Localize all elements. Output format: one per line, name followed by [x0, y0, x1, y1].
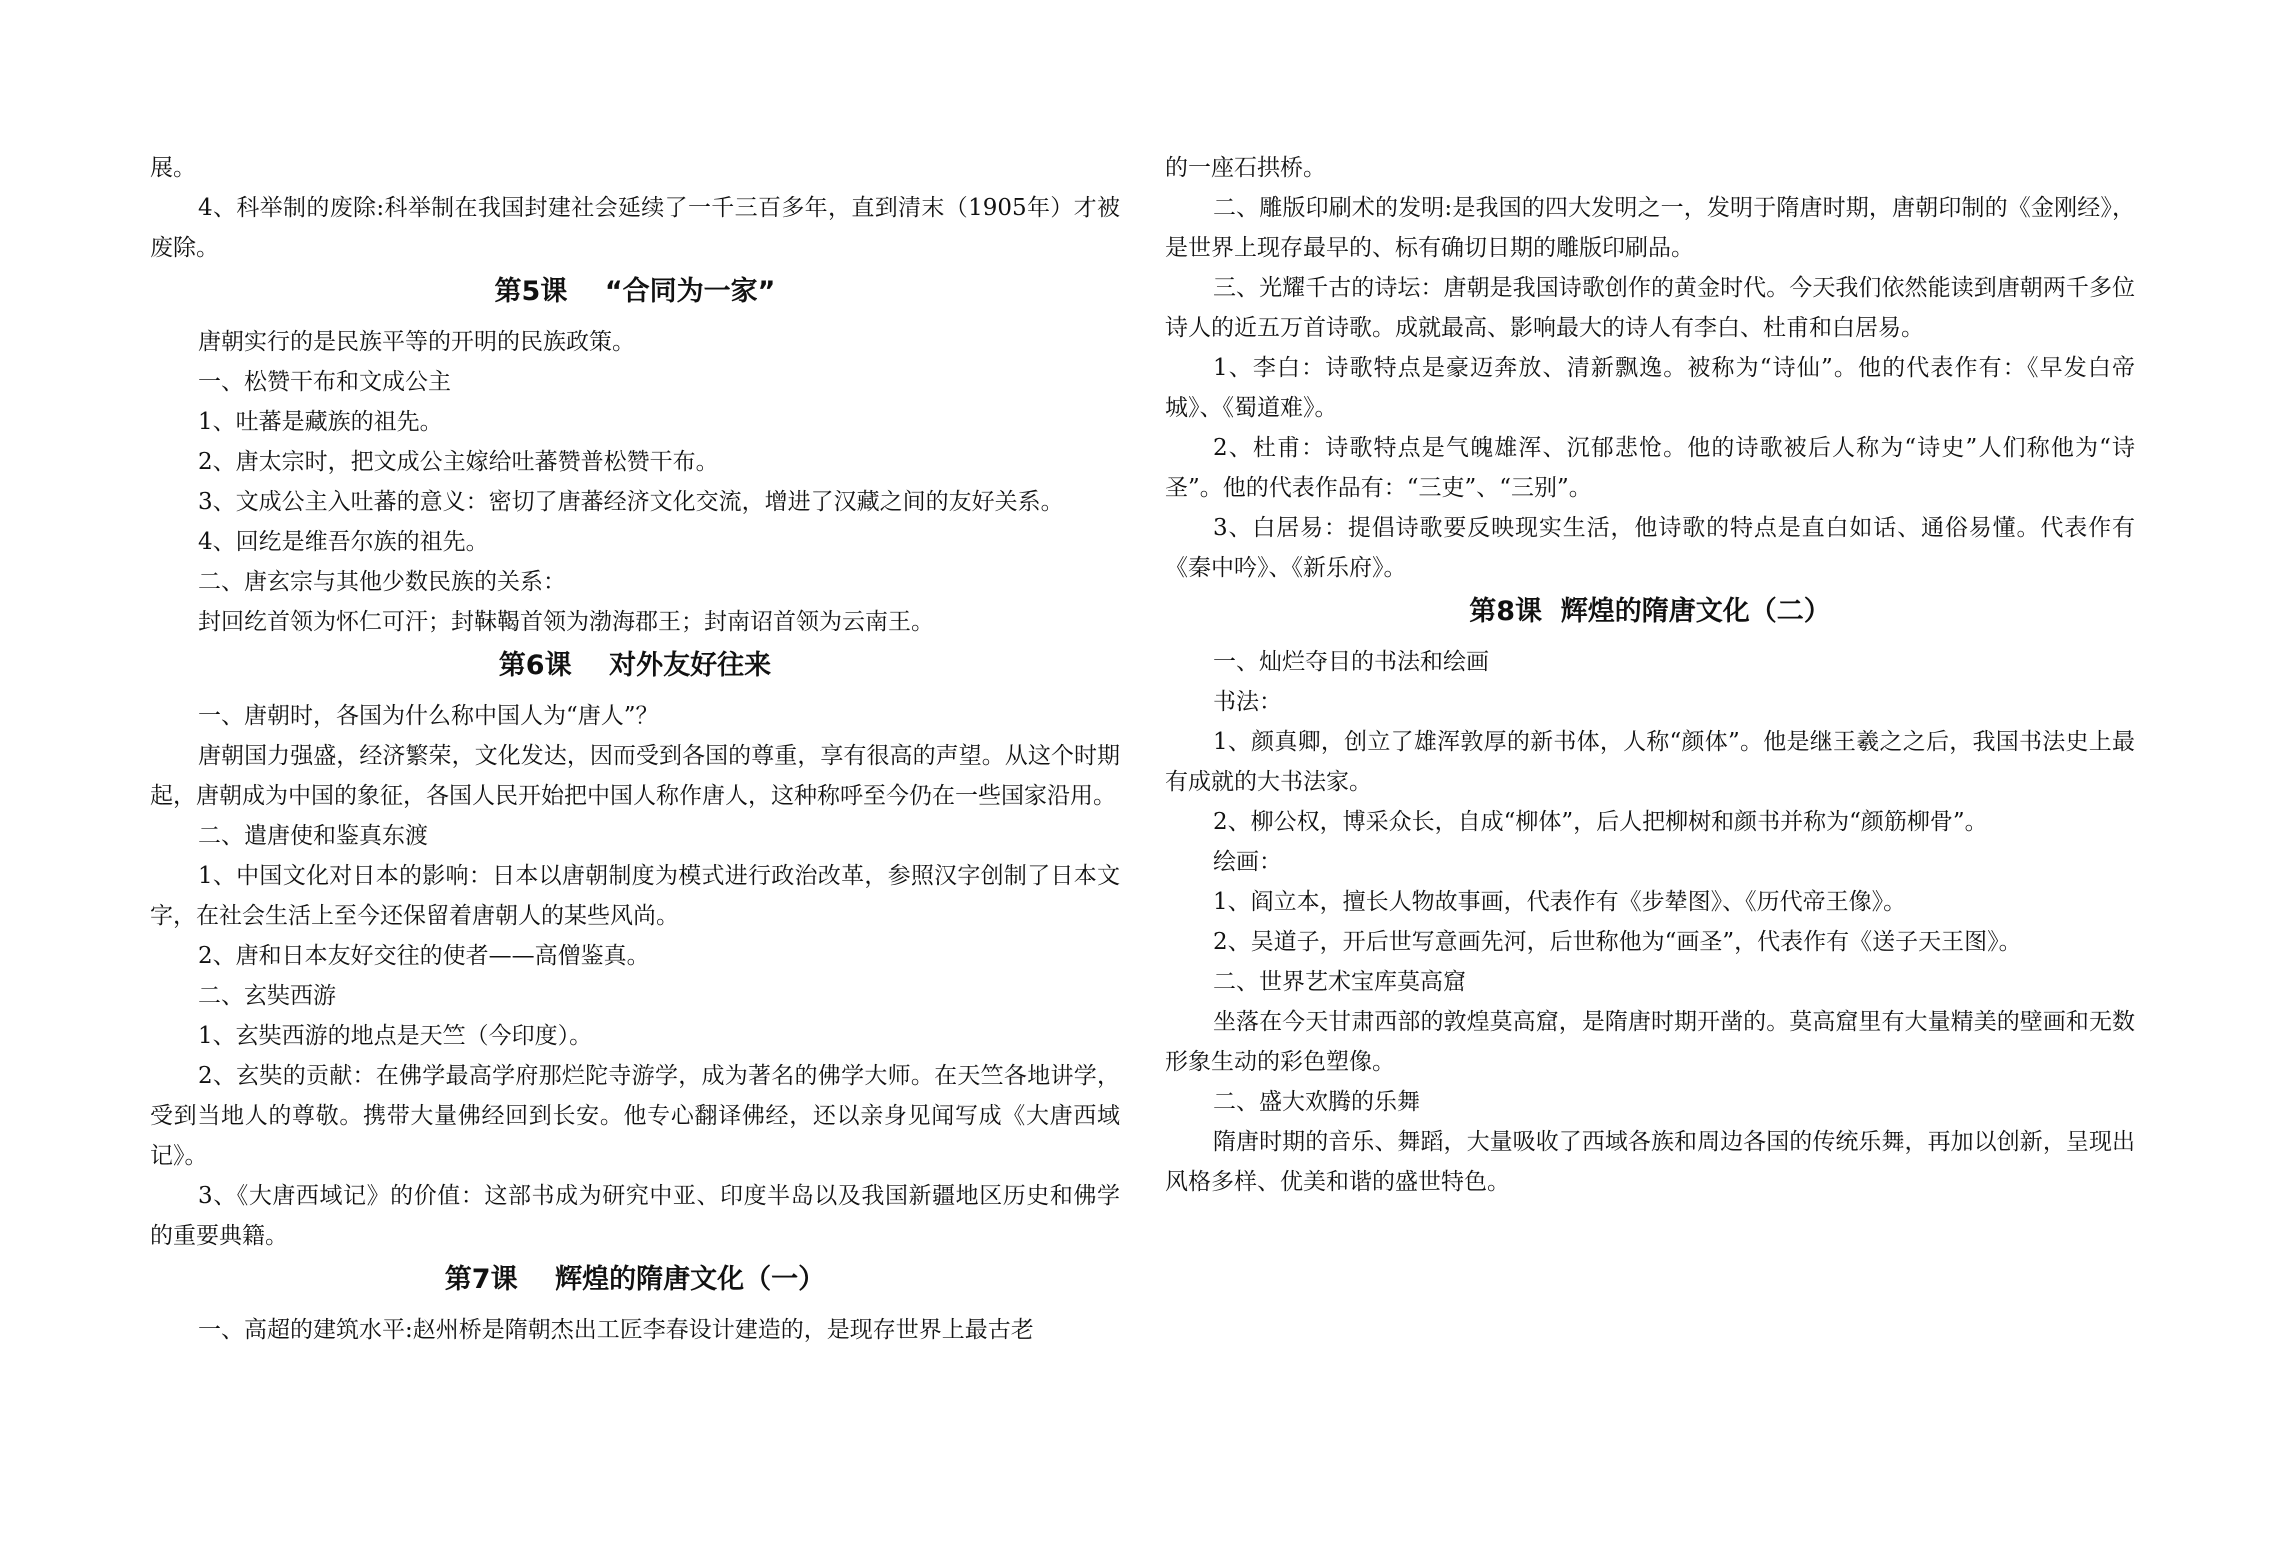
paragraph: 1、颜真卿，创立了雄浑敦厚的新书体，人称“颜体”。他是继王羲之之后，我国书法史上最有成就的大书法家。 [1165, 729, 2135, 795]
paragraph: 封回纥首领为怀仁可汗；封靺鞨首领为渤海郡王；封南诏首领为云南王。 [198, 609, 934, 635]
paragraph: 1、阎立本，擅长人物故事画，代表作有《步辇图》、《历代帝王像》。 [1213, 889, 1907, 915]
paragraph: 三、光耀千古的诗坛：唐朝是我国诗歌创作的黄金时代。今天我们依然能读到唐朝两千多位诗人的近五万首诗歌。成就最高、影响最大的诗人有李白、杜甫和白居易。 [1165, 275, 2135, 341]
paragraph: 1、中国文化对日本的影响：日本以唐朝制度为模式进行政治改革，参照汉字创制了日本文字，在社会生活上至今还保留着唐朝人的某些风尚。 [150, 863, 1120, 929]
left-column [150, 148, 1120, 1350]
paragraph: 隋唐时期的音乐、舞蹈，大量吸收了西域各族和周边各国的传统乐舞，再加以创新，呈现出风格多样、优美和谐的盛世特色。 [1165, 1129, 2135, 1195]
paragraph: 一、松赞干布和文成公主 [198, 369, 451, 395]
paragraph: 绘画： [1213, 849, 1282, 875]
paragraph: 2、杜甫：诗歌特点是气魄雄浑、沉郁悲怆。他的诗歌被后人称为“诗史”人们称他为“诗圣”。他的代表作品有：“三吏”、“三别”。 [1165, 435, 2135, 501]
paragraph: 一、唐朝时，各国为什么称中国人为“唐人”？ [198, 703, 659, 729]
paragraph: 2、柳公权，博采众长，自成“柳体”，后人把柳树和颜书并称为“颜筋柳骨”。 [1213, 809, 1988, 835]
lesson-heading: 第6课 对外友好往来 [498, 650, 772, 681]
paragraph: 4、科举制的废除:科举制在我国封建社会延续了一千三百多年，直到清末（1905年）才被废除。 [150, 195, 1120, 261]
paragraph: 二、世界艺术宝库莫高窟 [1213, 969, 1466, 995]
paragraph: 2、唐太宗时，把文成公主嫁给吐蕃赞普松赞干布。 [198, 449, 719, 475]
paragraph: 2、吴道子，开后世写意画先河，后世称他为“画圣”，代表作有《送子天王图》。 [1213, 929, 2022, 955]
lesson-heading: 第8课 辉煌的隋唐文化（二） [1469, 596, 1831, 627]
paragraph: 唐朝实行的是民族平等的开明的民族政策。 [198, 329, 635, 355]
right-column [1165, 148, 2135, 1202]
paragraph: 2、玄奘的贡献：在佛学最高学府那烂陀寺游学，成为著名的佛学大师。在天竺各地讲学，受到当地人的尊敬。携带大量佛经回到长安。他专心翻译佛经，还以亲身见闻写成《大唐西域记》。 [150, 1063, 1120, 1169]
paragraph: 二、遣唐使和鉴真东渡 [198, 823, 428, 849]
paragraph: 展。 [150, 155, 196, 181]
paragraph: 书法： [1213, 689, 1282, 715]
paragraph: 坐落在今天甘肃西部的敦煌莫高窟，是隋唐时期开凿的。莫高窟里有大量精美的壁画和无数形象生动的彩色塑像。 [1165, 1009, 2135, 1075]
paragraph: 二、盛大欢腾的乐舞 [1213, 1089, 1420, 1115]
paragraph: 1、李白：诗歌特点是豪迈奔放、清新飘逸。被称为“诗仙”。他的代表作有：《早发白帝城》、《蜀道难》。 [1165, 355, 2135, 421]
paragraph: 唐朝国力强盛，经济繁荣，文化发达，因而受到各国的尊重，享有很高的声望。从这个时期起，唐朝成为中国的象征，各国人民开始把中国人称作唐人，这种称呼至今仍在一些国家沿用。 [150, 743, 1120, 809]
paragraph: 1、玄奘西游的地点是天竺（今印度）。 [198, 1023, 593, 1049]
paragraph: 1、吐蕃是藏族的祖先。 [198, 409, 443, 435]
paragraph: 3、白居易：提倡诗歌要反映现实生活，他诗歌的特点是直白如话、通俗易懂。代表作有《秦中吟》、《新乐府》。 [1165, 515, 2135, 581]
paragraph: 2、唐和日本友好交往的使者——高僧鉴真。 [198, 943, 650, 969]
paragraph: 二、玄奘西游 [198, 983, 336, 1009]
paragraph: 的一座石拱桥。 [1165, 155, 1326, 181]
lesson-heading: 第7课 辉煌的隋唐文化（一） [444, 1264, 826, 1295]
paragraph: 一、灿烂夺目的书法和绘画 [1213, 649, 1489, 675]
paragraph: 一、高超的建筑水平:赵州桥是隋朝杰出工匠李春设计建造的，是现存世界上最古老 [198, 1317, 1034, 1343]
paragraph: 3、《大唐西域记》的价值：这部书成为研究中亚、印度半岛以及我国新疆地区历史和佛学的重要典籍。 [150, 1183, 1120, 1249]
paragraph: 3、文成公主入吐蕃的意义：密切了唐蕃经济文化交流，增进了汉藏之间的友好关系。 [198, 489, 1064, 515]
lesson-heading: 第5课 “合同为一家” [494, 276, 776, 307]
paragraph: 4、回纥是维吾尔族的祖先。 [198, 529, 489, 555]
paragraph: 二、雕版印刷术的发明:是我国的四大发明之一，发明于隋唐时期，唐朝印制的《金刚经》，是世界上现存最早的、标有确切日期的雕版印刷品。 [1165, 195, 2135, 261]
paragraph: 二、唐玄宗与其他少数民族的关系： [198, 569, 566, 595]
